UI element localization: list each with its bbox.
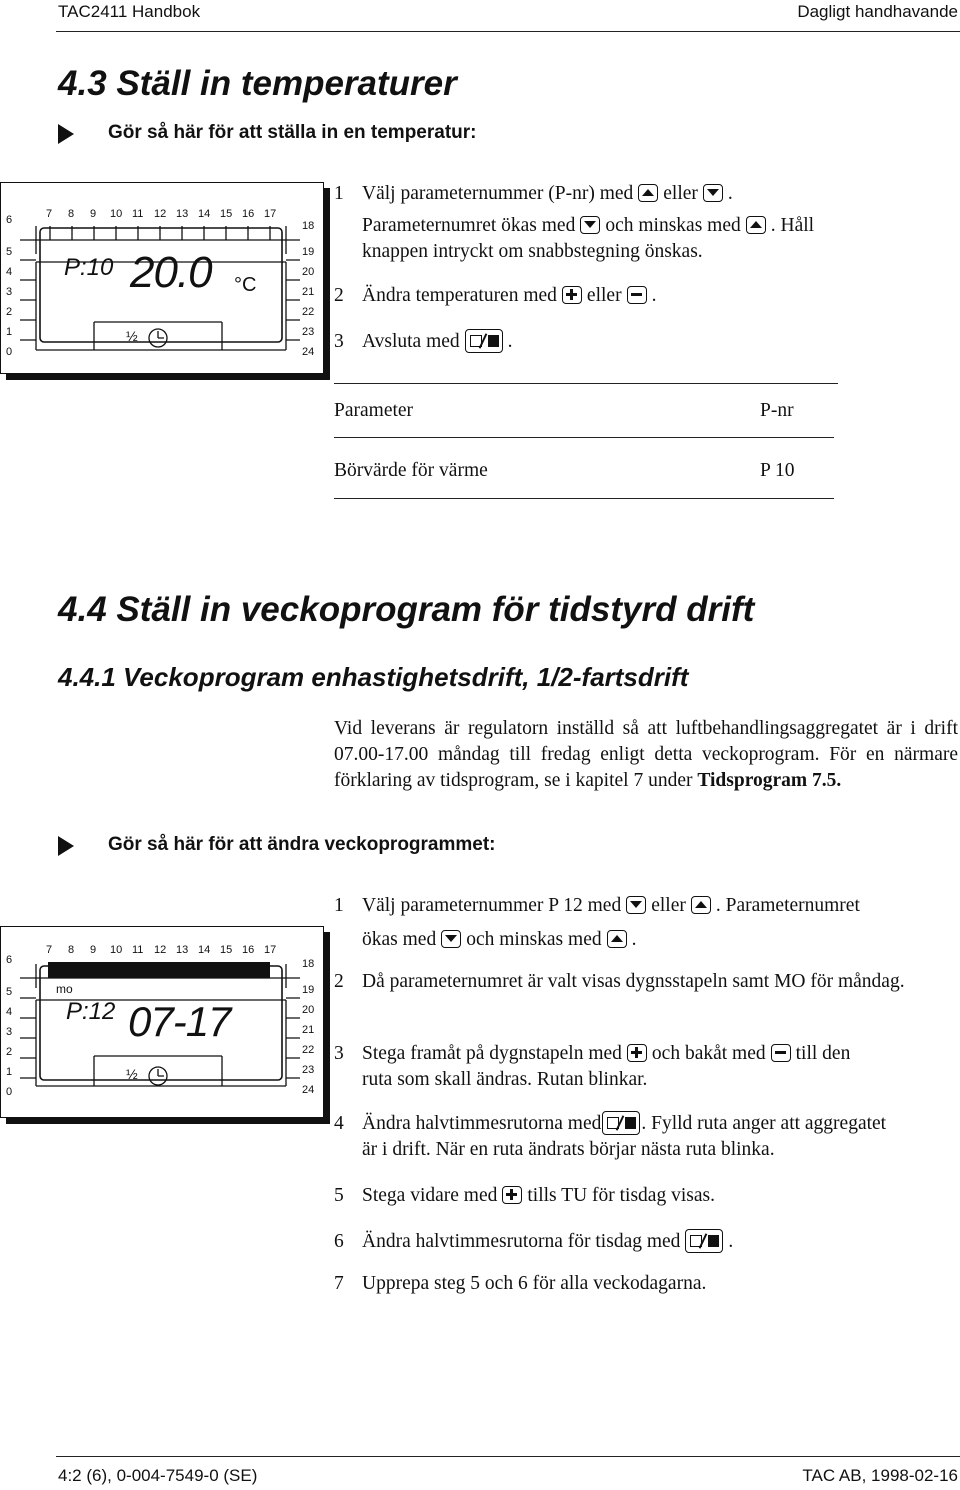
hour-label: 13 — [176, 944, 189, 956]
hour-label: 18 — [302, 958, 315, 970]
footer-right: TAC AB, 1998-02-16 — [802, 1466, 958, 1485]
week-step-2: 2 Då parameternumret är valt visas dygnsstapeln samt MO för måndag. — [334, 971, 905, 992]
toggle-button-icon[interactable] — [685, 1229, 723, 1253]
hour-label: 21 — [302, 1024, 315, 1036]
hour-label: 6 — [6, 954, 13, 966]
hour-label: 15 — [220, 944, 233, 956]
footer-left: 4:2 (6), 0-004-7549-0 (SE) — [58, 1466, 258, 1485]
hour-label: 7 — [46, 208, 53, 220]
table-header-pnr: P-nr — [760, 400, 794, 421]
hour-label: 14 — [198, 944, 211, 956]
hour-label: 20 — [302, 266, 315, 278]
hour-label: 15 — [220, 208, 233, 220]
hour-label: 5 — [6, 986, 13, 998]
down-arrow-button-icon[interactable] — [703, 184, 723, 202]
hour-label: 23 — [302, 326, 315, 338]
section-subtitle-4-4-1: 4.4.1 Veckoprogram enhastighetsdrift, 1/2-fartsdrift — [58, 662, 689, 692]
hour-label: 0 — [6, 1086, 13, 1098]
hour-label: 14 — [198, 208, 211, 220]
section-title-4-3: 4.3 Ställ in temperaturer — [58, 64, 457, 103]
plus-button-icon[interactable] — [627, 1044, 647, 1062]
header-left: TAC2411 Handbok — [58, 2, 201, 21]
footer-rule — [56, 1456, 960, 1457]
header-right: Dagligt handhavande — [797, 2, 958, 21]
plus-button-icon[interactable] — [502, 1186, 522, 1204]
section-title-4-4: 4.4 Ställ in veckoprogram för tidstyrd drift — [58, 590, 755, 629]
hour-label: 1 — [6, 1066, 13, 1078]
display-half: ½ — [126, 1066, 138, 1082]
week-step-7: 7 Upprepa steg 5 och 6 för alla veckodagarna. — [334, 1273, 707, 1294]
step-1: 1 Välj parameternummer (P-nr) med eller . — [334, 183, 733, 204]
bullet-arrow-icon — [58, 124, 74, 144]
toggle-button-icon[interactable] — [602, 1111, 640, 1135]
display-param: P:10 — [64, 254, 114, 281]
hour-label: 16 — [242, 208, 255, 220]
hour-label: 24 — [302, 1084, 315, 1096]
hour-label: 19 — [302, 246, 315, 258]
display-unit: °C — [234, 274, 257, 296]
hour-label: 8 — [68, 208, 75, 220]
up-arrow-button-icon[interactable] — [607, 930, 627, 948]
week-step-4-cont: är i drift. När en ruta ändrats börjar nästa ruta blinka. — [362, 1139, 775, 1160]
hour-label: 23 — [302, 1064, 315, 1076]
hour-label: 4 — [6, 1006, 13, 1018]
minus-button-icon[interactable] — [771, 1044, 791, 1062]
week-step-3-cont: ruta som skall ändras. Rutan blinkar. — [362, 1069, 648, 1090]
step-2: 2 Ändra temperaturen med eller . — [334, 285, 657, 306]
hour-label: 5 — [6, 246, 13, 258]
hour-label: 22 — [302, 1044, 315, 1056]
table-cell-pnr: P 10 — [760, 460, 795, 481]
minus-button-icon[interactable] — [627, 286, 647, 304]
hour-label: 12 — [154, 944, 167, 956]
table-rule-top — [334, 383, 838, 384]
hour-label: 16 — [242, 944, 255, 956]
display-half: ½ — [126, 328, 138, 344]
controller-display-week — [0, 926, 332, 1126]
up-arrow-button-icon[interactable] — [638, 184, 658, 202]
hour-label: 10 — [110, 208, 123, 220]
hour-label: 9 — [90, 944, 97, 956]
hour-label: 1 — [6, 326, 13, 338]
hour-label: 13 — [176, 208, 189, 220]
hour-label: 10 — [110, 944, 123, 956]
up-arrow-button-icon[interactable] — [691, 896, 711, 914]
week-step-3: 3 Stega framåt på dygnstapeln med och bakåt med till den — [334, 1043, 851, 1064]
header-rule — [56, 31, 960, 32]
display-param: P:12 — [66, 998, 116, 1025]
hour-label: 4 — [6, 266, 13, 278]
step-1-cont2: knappen intryckt om snabbstegning önskas. — [362, 241, 703, 262]
table-header-parameter: Parameter — [334, 400, 414, 421]
display-value: 07-17 — [128, 998, 231, 1045]
hour-label: 24 — [302, 346, 315, 358]
table-rule-mid — [334, 437, 834, 438]
hour-label: 17 — [264, 944, 277, 956]
down-arrow-button-icon[interactable] — [626, 896, 646, 914]
hour-label: 0 — [6, 346, 13, 358]
howto-temperature: Gör så här för att ställa in en temperatur: — [108, 122, 477, 143]
down-arrow-button-icon[interactable] — [441, 930, 461, 948]
hour-label: 11 — [132, 944, 144, 956]
hour-label: 21 — [302, 286, 315, 298]
hour-label: 8 — [68, 944, 75, 956]
down-arrow-button-icon[interactable] — [580, 216, 600, 234]
hour-label: 20 — [302, 1004, 315, 1016]
display-day: mo — [56, 982, 73, 996]
hour-label: 19 — [302, 984, 315, 996]
intro-paragraph: Vid leverans är regulatorn inställd så att luftbehandlingsaggregatet är i drift 07.00-17.00 måndag till fredag enligt detta veckoprogram. För en närmare förklaring av tidsprogram, se i kapitel 7 under Tidsprogram 7.5. — [334, 718, 958, 791]
hour-label: 3 — [6, 1026, 13, 1038]
week-step-5: 5 Stega vidare med tills TU för tisdag visas. — [334, 1185, 715, 1206]
step-3: 3 Avsluta med . — [334, 331, 513, 352]
week-step-1: 1 Välj parameternummer P 12 med eller . Parameternumret — [334, 895, 860, 916]
step-1-cont: Parameternumret ökas med och minskas med . Håll — [362, 215, 815, 236]
display-value: 20.0 — [130, 248, 212, 297]
plus-button-icon[interactable] — [562, 286, 582, 304]
hour-label: 11 — [132, 208, 144, 220]
table-cell-parameter: Börvärde för värme — [334, 460, 488, 481]
up-arrow-button-icon[interactable] — [746, 216, 766, 234]
hour-label: 18 — [302, 220, 315, 232]
hour-label: 6 — [6, 214, 13, 226]
table-rule-bottom — [334, 498, 834, 499]
howto-weekprogram: Gör så här för att ändra veckoprogrammet: — [108, 834, 496, 855]
hour-label: 17 — [264, 208, 277, 220]
toggle-button-icon[interactable] — [465, 329, 503, 353]
hour-label: 3 — [6, 286, 13, 298]
hour-label: 22 — [302, 306, 315, 318]
hour-label: 2 — [6, 306, 13, 318]
week-step-6: 6 Ändra halvtimmesrutorna för tisdag med . — [334, 1231, 734, 1252]
bullet-arrow-icon — [58, 836, 74, 856]
hour-label: 9 — [90, 208, 97, 220]
hour-label: 12 — [154, 208, 167, 220]
week-step-1-cont: ökas med och minskas med . — [362, 929, 637, 950]
hour-label: 2 — [6, 1046, 13, 1058]
controller-display — [0, 182, 332, 382]
hour-label: 7 — [46, 944, 53, 956]
week-step-4: 4 Ändra halvtimmesrutorna med . Fylld ruta anger att aggregatet — [334, 1113, 887, 1134]
